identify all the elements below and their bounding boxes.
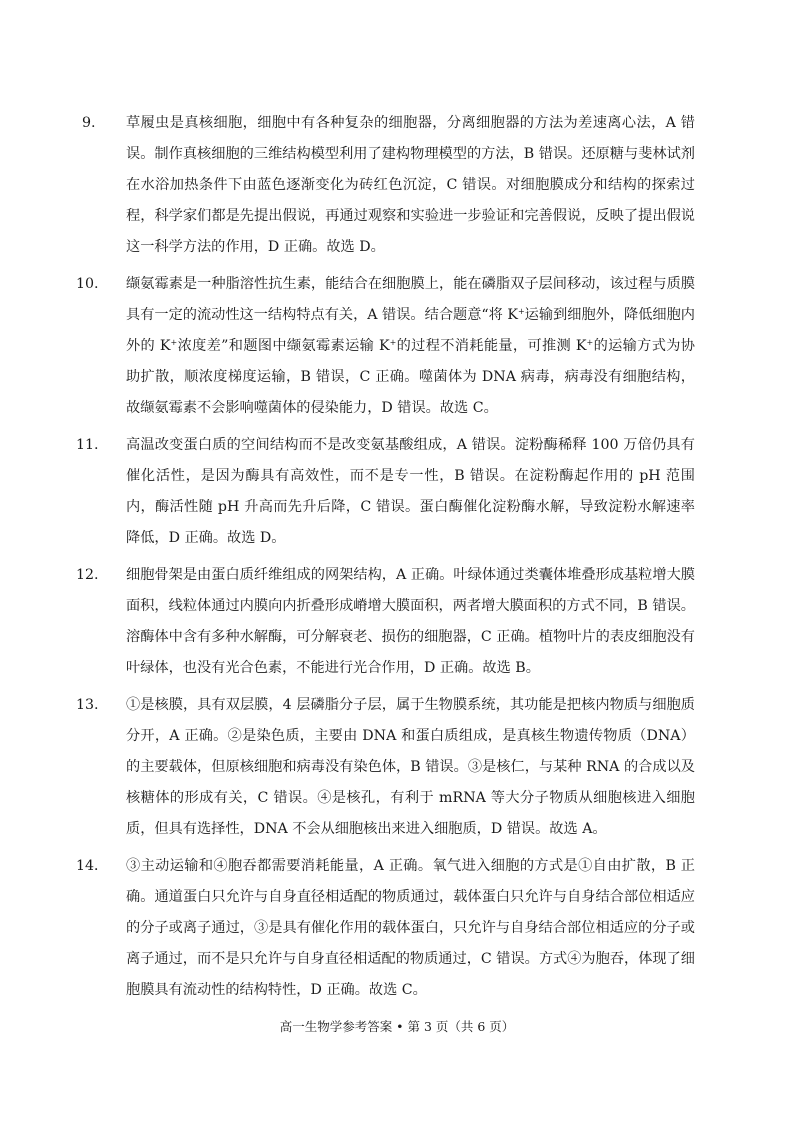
answer-item-9 <box>82 108 695 263</box>
item-text: 高温改变蛋白质的空间结构而不是改变氨基酸组成，A 错误。淀粉酶稀释 100 万倍仍具有催化活性，是因为酶具有高效性，而不是专一性，B 错误。在淀粉酶起作用的 pH 范围内，酶活性随 pH 升高而先升后降，C 错误。蛋白酶催化淀粉酶水解，导致淀粉水解速率降低，D 正确。故选 D。 <box>126 437 695 546</box>
item-number: 11. <box>76 437 99 453</box>
text-segment: 浓度差”和题图中缬氨霉素运输 K <box>177 338 390 354</box>
superscript: + <box>586 338 594 347</box>
superscript: + <box>170 338 178 347</box>
text-segment: 的过程不消耗能量，可推测 K <box>396 338 587 354</box>
item-number: 10. <box>76 276 99 292</box>
item-text: 细胞骨架是由蛋白质纤维组成的网架结构，A 正确。叶绿体通过类囊体堆叠形成基粒增大膜面积，线粒体通过内膜向内折叠形成嵴增大膜面积，两者增大膜面积的方式不同，B 错误。溶酶体中含有多种水解酶，可分解衰老、损伤的细胞器，C 正确。植物叶片的表皮细胞没有叶绿体，也没有光合色素，不能进行光合作用，D 正确。故选 B。 <box>126 567 695 676</box>
text-segment: 缬氨霉素是一种脂溶性抗生素，能结合在细胞膜上，能在磷脂双子层间移动，该过程与质膜具有一定的流动性这一结构特点有关，A 错误。结合题意“将 K <box>126 276 695 323</box>
item-number: 13. <box>76 697 99 713</box>
answer-item-12 <box>76 560 695 684</box>
answer-item-11 <box>76 430 695 554</box>
text-segment: 的运输方式为协助扩散，顺浓度梯度运输，B 错误，C 正确。噬菌体为 DNA 病毒，病毒没有细胞结构，故缬氨霉素不会影响噬菌体的侵染能力，D 错误。故选 C。 <box>126 338 695 416</box>
text-segment: 运输到细胞外，降低细胞内外的 K <box>126 307 695 354</box>
answer-item-13 <box>76 690 695 845</box>
item-text: ③主动运输和④胞吞都需要消耗能量，A 正确。氧气进入细胞的方式是①自由扩散，B 正确。通道蛋白只允许与自身直径相适配的物质通过，载体蛋白只允许与自身结合部位相适应的分子或离子通过，③是具有催化作用的载体蛋白，只允许与自身结合部位相适应的分子或离子通过，而不是只允许与自身直径相适配的物质通过，C 错误。方式④为胞吞，体现了细胞膜具有流动性的结构特性，D 正确。故选 C。 <box>126 858 695 998</box>
item-text: ①是核膜，具有双层膜，4 层磷脂分子层，属于生物膜系统，其功能是把核内物质与细胞质分开，A 正确。②是染色质，主要由 DNA 和蛋白质组成，是真核生物遗传物质（DNA）的主要载体，但原核细胞和病毒没有染色体，B 错误。③是核仁，与某种 RNA 的合成以及核糖体的形成有关，C 错误。④是核孔，有利于 mRNA 等大分子物质从细胞核进入细胞质，但具有选择性，DNA 不会从细胞核出来进入细胞质，D 错误。故选 A。 <box>126 697 695 837</box>
superscript: + <box>389 338 397 347</box>
item-number: 14． <box>76 858 109 874</box>
item-number: 9. <box>82 115 96 131</box>
answer-item-14 <box>76 851 695 1006</box>
page-footer: 高一生物学参考答案 • 第 3 页（共 6 页） <box>279 1019 515 1034</box>
superscript: + <box>517 307 525 316</box>
item-number: 12. <box>76 567 99 583</box>
answer-list <box>76 108 695 1012</box>
answer-item-10 <box>76 269 695 424</box>
item-text: 草履虫是真核细胞，细胞中有各种复杂的细胞器，分离细胞器的方法为差速离心法，A 错误。制作真核细胞的三维结构模型利用了建构物理模型的方法，B 错误。还原糖与斐林试剂在水浴加热条件下由蓝色逐渐变化为砖红色沉淀，C 错误。对细胞膜成分和结构的探索过程，科学家们都是先提出假说，再通过观察和实验进一步验证和完善假说，反映了提出假说这一科学方法的作用，D 正确。故选 D。 <box>126 115 695 255</box>
item-text <box>110 269 695 424</box>
